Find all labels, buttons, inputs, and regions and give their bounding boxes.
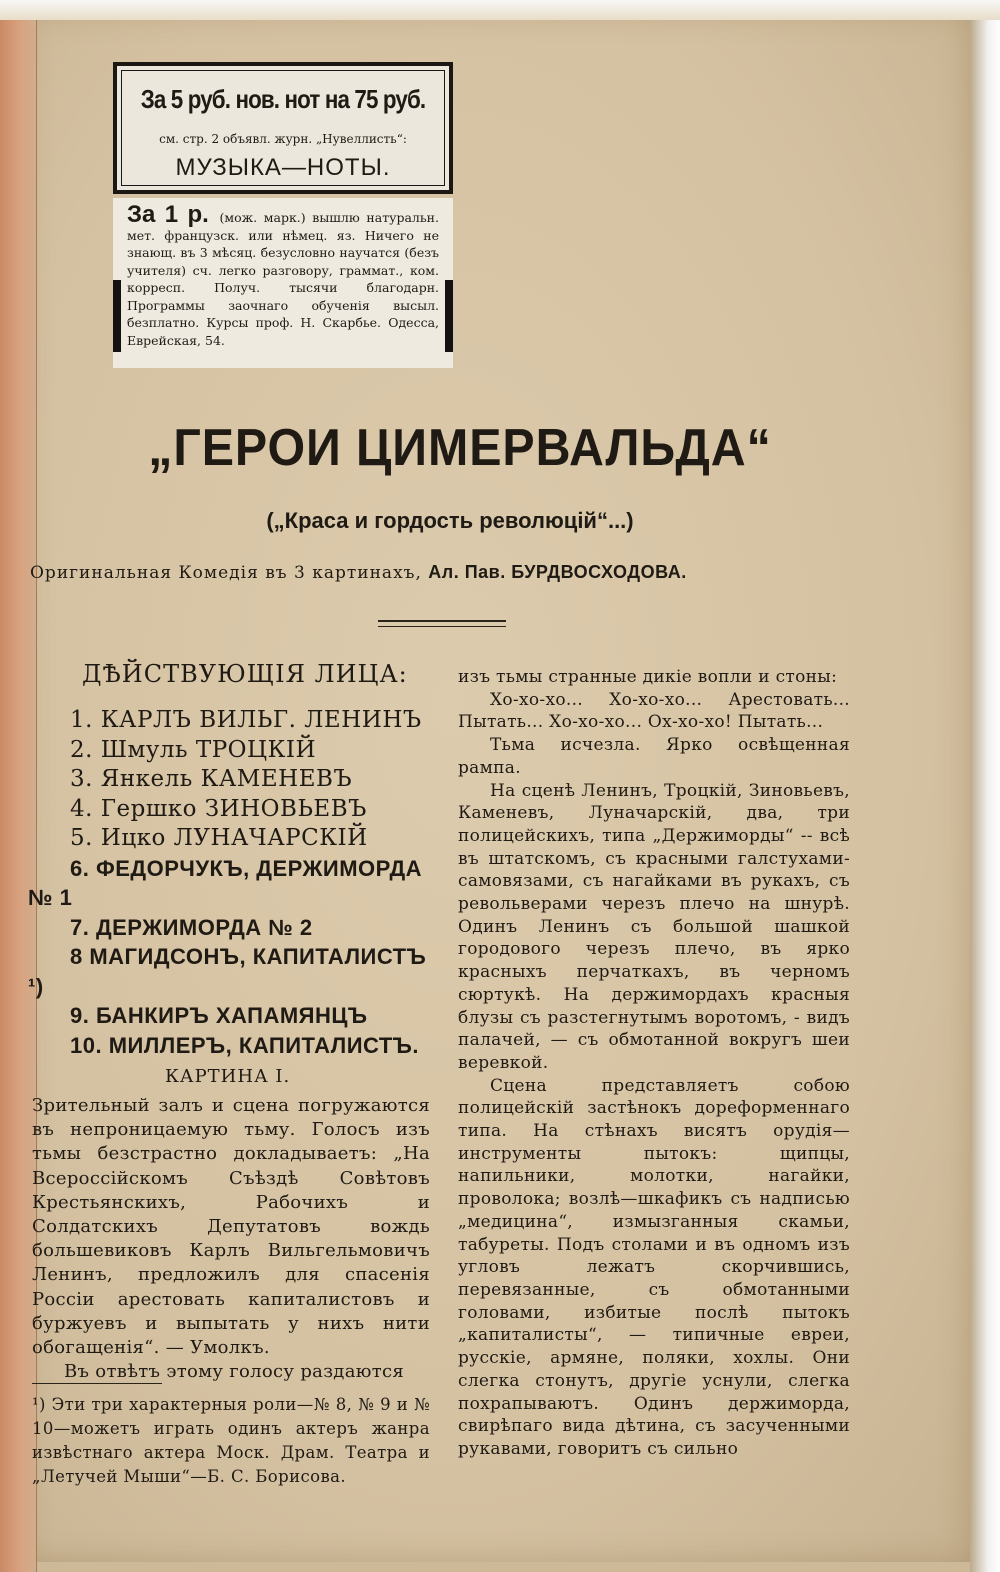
- right-paragraph-1: изъ тьмы странные дикіе вопли и стоны:: [458, 667, 838, 687]
- cast-item: 8 МАГИДСОНЪ, КАПИТАЛИСТЪ ¹): [28, 944, 427, 999]
- music-advertisement: [113, 62, 453, 194]
- footnote: ¹) Эти три характерныя роли—№ 8, № 9 и № 10—можетъ играть одинъ актеръ жанра извѣстнаго актера Моск. Драм. Театра и „Летучей Мыши“—Б. С. Борисова.: [32, 1395, 430, 1486]
- author-credit: [30, 562, 860, 583]
- cast-item: 2. Шмуль ТРОЦКІЙ: [70, 736, 317, 763]
- cast-item: 10. МИЛЛЕРЪ, КАПИТАЛИСТЪ.: [70, 1032, 420, 1058]
- left-column-text: [32, 1094, 430, 1384]
- footnote-rule: [32, 1383, 162, 1384]
- language-ad-price: За 1 р.: [127, 201, 209, 228]
- cast-heading: ДѢЙСТВУЮЩІЯ ЛИЦА:: [82, 660, 408, 688]
- play-subtitle: („Краса и гордость революцій“...): [266, 508, 634, 533]
- cast-list: [28, 706, 438, 1060]
- scene-heading: КАРТИНА I.: [165, 1066, 291, 1087]
- cast-item: 1. КАРЛЪ ВИЛЬГ. ЛЕНИНЪ: [70, 707, 422, 733]
- left-paragraph-1: Зрительный залъ и сцена погружаются въ непроницаемую тьму. Голосъ изъ тьмы безстрастно докладываетъ: „На Всероссійскомъ Съѣздѣ Совѣтовъ Крестьянскихъ, Рабочихъ и Солдатскихъ Депутатовъ вождь большевиковъ Карлъ Вильгельмовичъ Ленинъ, предложилъ для спасенія Россіи арестовать капиталистовъ и буржуевъ и выпытать у нихъ нити обогащенія“. — Умолкъ.: [32, 1095, 430, 1359]
- music-ad-headline: За 5 руб. нов. нот на 75 руб.: [140, 84, 426, 114]
- top-margin: [0, 0, 1000, 20]
- ad-black-bar-right: [445, 280, 453, 352]
- right-paragraph-4: На сценѣ Ленинъ, Троцкій, Зиновьевъ, Каменевъ, Луначарскій, два, три полицейскихъ, типа „Держиморды“ -- всѣ въ штатскомъ, съ красными галстухами-самовязами, съ нагайками въ рукахъ, съ револьверами черезъ плечо на шнурѣ. Одинъ Ленинъ съ большой шашкой городового черезъ плечо, въ ярко красныхъ перчаткахъ, въ черномъ сюртукѣ. На держимордахъ красныя блузы съ разстегнутымъ воротомъ, - видъ палачей, — съ обмотанной вокругъ шеи веревкой.: [458, 780, 850, 1073]
- right-margin: [970, 0, 1000, 1572]
- right-paragraph-2: Хо-хо-хо... Хо-хо-хо... Арестовать... Пытать... Хо-хо-хо... Ох-хо-хо! Пытать...: [458, 689, 850, 733]
- play-title: „ГЕРОИ ЦИМЕРВАЛЬДА“: [148, 419, 772, 477]
- cast-item: 6. ФЕДОРЧУКЪ, ДЕРЖИМОРДА № 1: [28, 855, 423, 910]
- left-paragraph-2: Въ отвѣтъ этому голосу раздаются: [64, 1361, 404, 1383]
- cast-item: 9. БАНКИРЪ ХАПАМЯНЦЪ: [70, 1003, 368, 1028]
- credit-text: Оригинальная Комедія въ 3 картинахъ,: [30, 563, 422, 583]
- music-ad-title: МУЗЫКА—НОТЫ.: [175, 154, 391, 181]
- right-column-text: [458, 666, 850, 1461]
- title-divider: [378, 620, 506, 622]
- language-ad-text: (мож. марк.) вышлю натуральн. мет. французск. или нѣмец. яз. Ничего не знающ. въ 3 мѣсяц. безусловно научатся (безъ учителя) сч. легко разговору, граммат., ком. корресп. Получ. тысячи благодарн. Программы заочнаго обученія высыл. безплатно. Курсы проф. Н. Скарбье. Одесса, Еврейская, 54.: [127, 210, 439, 348]
- cast-item: 5. Ицко ЛУНАЧАРСКІЙ: [70, 825, 368, 851]
- title-divider-thin: [378, 626, 506, 627]
- author-name: Ал. Пав. БУРДВОСХОДОВА.: [428, 562, 687, 582]
- cast-item: 4. Гершко ЗИНОВЬЕВЪ: [70, 795, 367, 822]
- right-paragraph-5: Сцена представляетъ собою полицейскій застѣнокъ дореформеннаго типа. На стѣнахъ висятъ орудія— инструменты пытокъ: щипцы, напильники, молотки, нагайки, проволока; возлѣ—шкафикъ съ надписью „медицина“, измызганныя скамьи, табуреты. Подъ столами и въ одномъ изъ угловъ лежатъ скорчившись, перевязанные, съ обмотанными головами, избитые послѣ пытокъ „капиталисты“, — типичные евреи, русскіе, армяне, поляки, хохлы. Они слегка стонутъ, другіе уснули, слегка похрапываютъ. Одинъ держиморда, свирѣпаго вида дѣтина, съ засученными рукавами, говоритъ съ сильно: [458, 1075, 850, 1459]
- music-ad-note: см. стр. 2 объявл. журн. „Нувеллисть“:: [159, 132, 407, 146]
- cast-item: 7. ДЕРЖИМОРДА № 2: [70, 914, 313, 940]
- cast-item: 3. Янкель КАМЕНЕВЪ: [70, 766, 353, 792]
- ad-black-bar-left: [113, 280, 121, 352]
- right-paragraph-3: Тьма исчезла. Ярко освѣщенная рампа.: [458, 735, 850, 778]
- language-advertisement: [113, 198, 453, 368]
